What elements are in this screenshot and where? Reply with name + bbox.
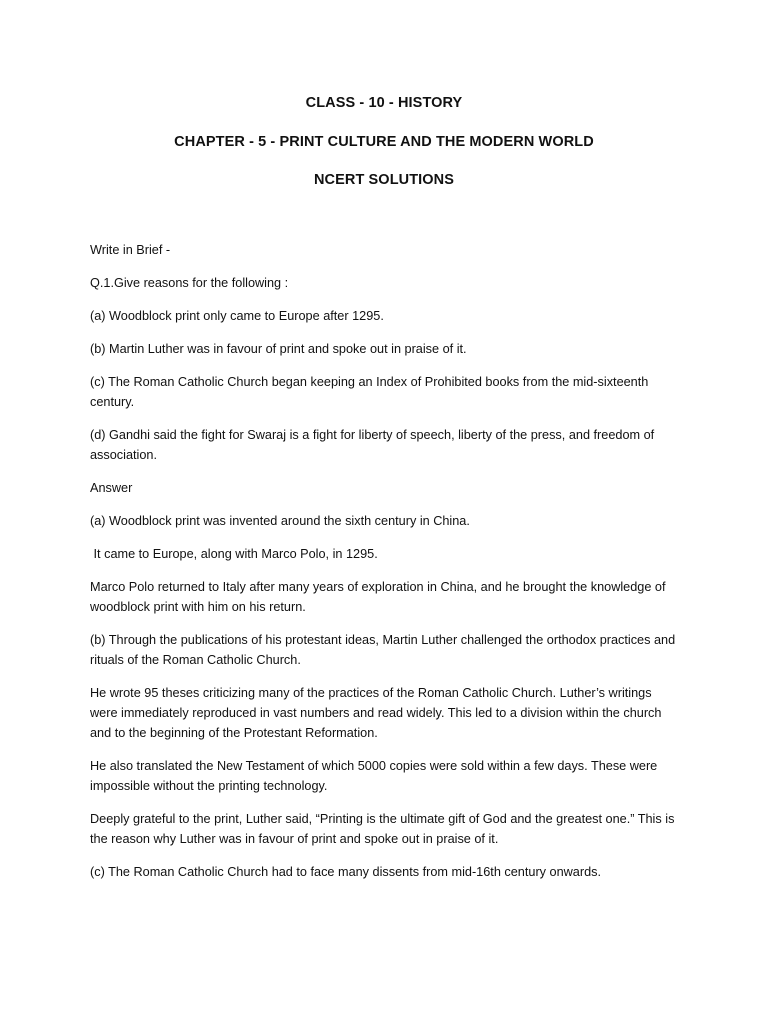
question-part-c: (c) The Roman Catholic Church began keeping an Index of Prohibited books from the mid-sixteenth century.: [90, 375, 649, 409]
answer-a-paragraph-2: It came to Europe, along with Marco Polo, in 1295.: [90, 547, 378, 561]
answer-label: Answer: [90, 481, 133, 495]
question-part-a: (a) Woodblock print only came to Europe after 1295.: [90, 309, 384, 323]
document-title-solutions: NCERT SOLUTIONS: [313, 172, 455, 188]
answer-b-paragraph-3: He also translated the New Testament of which 5000 copies were sold within a few days. These were impossible without the printing technology.: [90, 759, 658, 793]
section-label: Write in Brief -: [90, 243, 171, 257]
document-title-class: CLASS - 10 - HISTORY: [305, 95, 463, 111]
answer-a-paragraph-1: (a) Woodblock print was invented around the sixth century in China.: [90, 514, 470, 528]
question-part-b: (b) Martin Luther was in favour of print and spoke out in praise of it.: [90, 342, 467, 356]
answer-b-paragraph-4: Deeply grateful to the print, Luther said, “Printing is the ultimate gift of God and the greatest one.” This is the reason why Luther was in favour of print and spoke out in praise of it.: [90, 812, 675, 846]
answer-c-paragraph-1: (c) The Roman Catholic Church had to face many dissents from mid-16th century onwards.: [90, 865, 602, 879]
answer-b-paragraph-1: (b) Through the publications of his protestant ideas, Martin Luther challenged the orthodox practices and rituals of the Roman Catholic Church.: [90, 633, 676, 667]
document-body: [90, 240, 680, 895]
document-title-chapter: CHAPTER - 5 - PRINT CULTURE AND THE MODERN WORLD: [174, 134, 594, 150]
question-part-d: (d) Gandhi said the fight for Swaraj is a fight for liberty of speech, liberty of the press, and freedom of association.: [90, 428, 655, 462]
answer-a-paragraph-3: Marco Polo returned to Italy after many years of exploration in China, and he brought the knowledge of woodblock print with him on his return.: [90, 580, 666, 614]
answer-b-paragraph-2: He wrote 95 theses criticizing many of the practices of the Roman Catholic Church. Luther’s writings were immediately reproduced in vast numbers and read widely. This led to a division within the church and to the beginning of the Protestant Reformation.: [90, 686, 662, 740]
question-title: Q.1.Give reasons for the following :: [90, 276, 289, 290]
